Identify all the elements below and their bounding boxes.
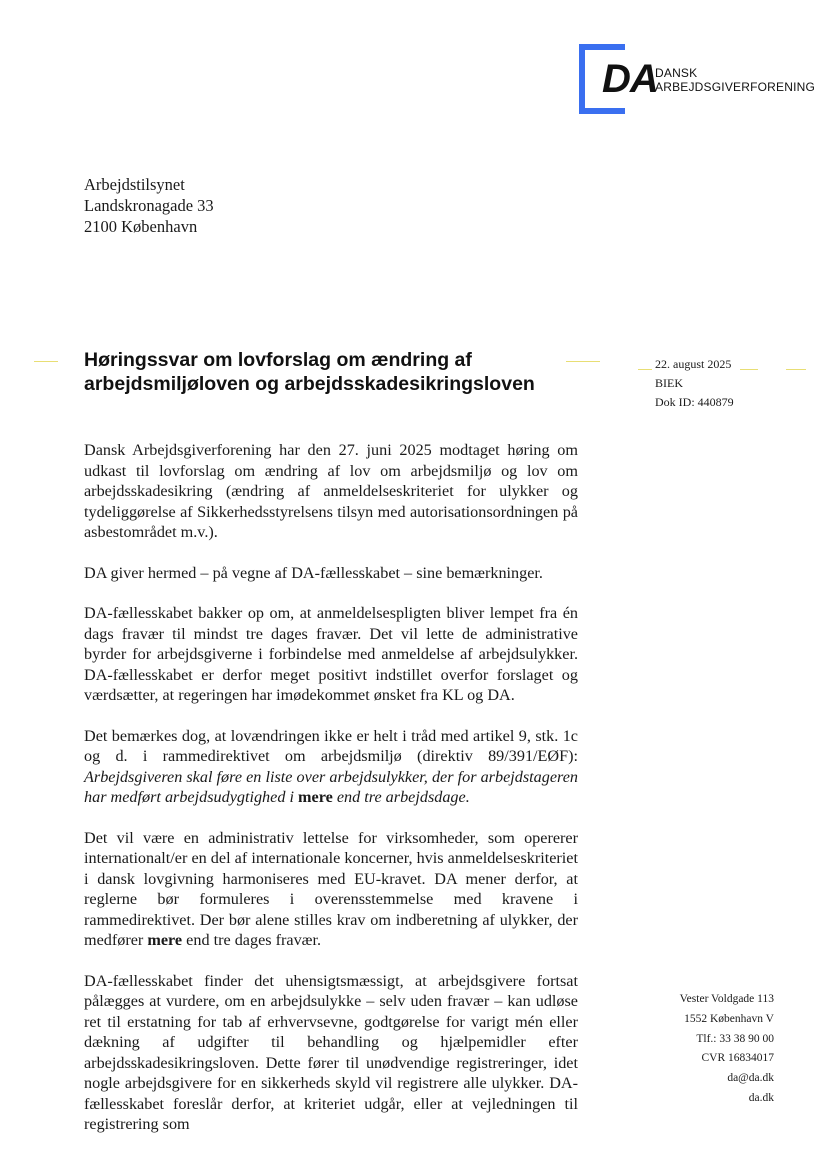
paragraph-3: DA-fællesskabet bakker op om, at anmeldelsespligten bliver lempet fra én dags fravær til mindst tre dages fravær. Det vil lette de administrative byrder for arbejdsgiverne i forbindelse med anmeldelse af arbejdsulykker. DA-fællesskabet er derfor meget positivt indstillet overfor forslaget og værdsætter, at regeringen har imødekommet ønsket fra KL og DA.	[84, 604, 578, 704]
quote-part-b: end tre arbejdsdage.	[332, 788, 470, 806]
document-title	[84, 348, 604, 396]
letter-body	[84, 440, 578, 1155]
title-line-1: Høringssvar om lovforslag om ændring af	[84, 349, 472, 371]
contact-web: da.dk	[748, 1091, 774, 1104]
marker-dash	[34, 361, 58, 362]
title-line-2: arbejdsmiljøloven og arbejdsskadesikringsloven	[84, 373, 535, 395]
document-id: Dok ID: 440879	[655, 395, 734, 409]
contact-street: Vester Voldgade 113	[679, 993, 774, 1005]
logo-mark: DA	[602, 57, 658, 101]
contact-phone: Tlf.: 33 38 90 00	[696, 1032, 774, 1045]
logo-wordmark	[655, 66, 815, 94]
logo-line-1: DANSK	[655, 66, 698, 80]
marker-dash	[638, 369, 652, 370]
paragraph-5	[84, 828, 578, 951]
address-line-1: Arbejdstilsynet	[84, 175, 185, 194]
quote-part-a: Arbejdsgiveren skal føre en liste over arbejdsulykker, der for arbejdstageren har medført arbejdsudygtighed i	[84, 767, 578, 806]
document-meta	[655, 355, 734, 412]
marker-dash	[786, 369, 806, 370]
paragraph-5-part-a: Det vil være en administrativ lettelse for virksomheder, som opererer internationalt/er en del af internationale koncerner, hvis anmeldelseskriteriet i dansk lovgivning harmoniseres med EU-kravet. DA mener derfor, at reglerne bør formuleres i overensstemmelse med kravene i rammedirektivet. Der bør alene stilles krav om indberetning af ulykker, der medfører	[84, 828, 578, 949]
contact-email: da@da.dk	[727, 1072, 774, 1085]
address-line-2: Landskronagade 33	[84, 196, 214, 215]
paragraph-1: Dansk Arbejdsgiverforening har den 27. juni 2025 modtaget høring om udkast til lovforslag om ændring af lov om arbejdsmiljø og lov om arbejdsskadesikring (ændring af anmeldelseskriteriet for ulykker og tydeliggørelse af Sikkerhedsstyrelsens tilsyn med autorisationsordningen på asbestområdet m.v.).	[84, 441, 578, 541]
paragraph-6: DA-fællesskabet finder det uhensigtsmæssigt, at arbejdsgivere fortsat pålægges at vurdere, om en arbejdsulykke – selv uden fravær – kan udløse ret til erstatning for tab af erhvervsevne, godtgørelse for varigt mén eller dækning af udgifter til behandling og hjælpemidler efter arbejdsskadesikringsloven. Dette fører til unødvendige registreringer, idet nogle arbejdsgivere for en sikkerheds skyld vil registrere alle ulykker. DA-fællesskabet foreslår derfor, at kriteriet udgår, eller at vejledningen til registrering som	[84, 971, 578, 1133]
paragraph-2: DA giver hermed – på vegne af DA-fællesskabet – sine bemærkninger.	[84, 563, 543, 582]
logo-line-2: ARBEJDSGIVERFORENING	[655, 80, 816, 94]
contact-cvr: CVR 16834017	[701, 1052, 774, 1065]
sender-contact	[680, 990, 774, 1109]
address-line-3: 2100 København	[84, 217, 198, 236]
author-initials: BIEK	[655, 376, 683, 390]
recipient-address	[84, 174, 214, 237]
paragraph-5-emphasis: mere	[147, 931, 183, 949]
paragraph-4	[84, 726, 578, 808]
document-date: 22. august 2025	[655, 357, 732, 371]
quote-emphasis: mere	[298, 788, 333, 806]
marker-dash	[740, 369, 758, 370]
contact-city: 1552 København V	[684, 1012, 774, 1025]
paragraph-4-intro: Det bemærkes dog, at lovændringen ikke er helt i tråd med artikel 9, stk. 1c og d. i rammedirektivet om arbejdsmiljø (direktiv 89/391/EØF):	[84, 726, 578, 765]
directive-quote	[84, 768, 578, 807]
paragraph-5-part-b: end tre dages fravær.	[182, 931, 322, 949]
